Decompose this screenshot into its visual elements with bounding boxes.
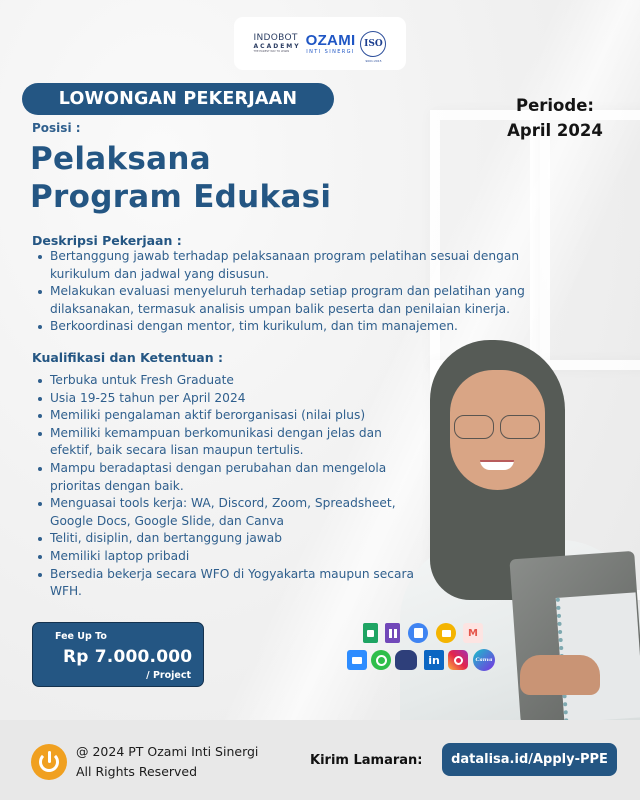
fee-unit: / Project xyxy=(146,670,191,681)
job-description-list xyxy=(36,248,576,336)
photo-smile xyxy=(480,460,514,470)
indobot-academy-logo: INDOBOT ACADEMY THE EASIEST WAY TO LEARN xyxy=(253,32,301,53)
google-slides-icon xyxy=(436,623,456,643)
linkedin-icon: in xyxy=(424,650,444,670)
google-docs-icon xyxy=(408,623,428,643)
list-item: Memiliki laptop pribadi xyxy=(36,548,426,566)
zoom-icon xyxy=(347,650,367,670)
job-title-line2: Program Edukasi xyxy=(30,179,332,215)
qualifications-heading: Kualifikasi dan Ketentuan : xyxy=(32,350,223,365)
ozami-logo: OZAMI INTI SINERGI xyxy=(305,31,356,55)
whatsapp-icon xyxy=(371,650,391,670)
copyright-line2: All Rights Reserved xyxy=(76,764,198,779)
list-item: Bertanggung jawab terhadap pelaksanaan program pelatihan sesuai dengan kurikulum dan jadwal yang disusun. xyxy=(36,248,576,283)
list-item: Menguasai tools kerja: WA, Discord, Zoom, Spreadsheet, Google Docs, Google Slide, dan Canva xyxy=(36,495,426,530)
qualifications-list xyxy=(36,372,426,601)
fee-box xyxy=(32,622,204,687)
list-item: Memiliki kemampuan berkomunikasi dengan jelas dan efektif, baik secara lisan maupun tertulis. xyxy=(36,425,426,460)
period-value: April 2024 xyxy=(507,121,603,140)
instagram-icon xyxy=(448,650,468,670)
discord-icon xyxy=(395,650,417,670)
job-title xyxy=(30,140,331,216)
list-item: Melakukan evaluasi menyeluruh terhadap setiap program dan pelatihan yang dilaksanakan, termasuk analisis umpan balik peserta dan penilaian kinerja. xyxy=(36,283,576,318)
google-forms-icon xyxy=(385,623,400,643)
copyright xyxy=(76,742,258,782)
list-item: Terbuka untuk Fresh Graduate xyxy=(36,372,426,390)
canva-icon: Canva xyxy=(473,649,495,671)
partner-logos xyxy=(234,17,406,70)
iso-certification-logo: ISO 9001:2015 xyxy=(360,31,386,57)
apply-label: Kirim Lamaran: xyxy=(310,753,423,768)
position-label: Posisi : xyxy=(32,121,81,135)
job-vacancy-tag: LOWONGAN PEKERJAAN xyxy=(22,83,334,115)
job-description-heading: Deskripsi Pekerjaan : xyxy=(32,233,182,248)
list-item: Mampu beradaptasi dengan perubahan dan mengelola prioritas dengan baik. xyxy=(36,460,426,495)
google-sheets-icon xyxy=(363,623,378,643)
period-label: Periode: xyxy=(515,96,594,115)
copyright-line1: @ 2024 PT Ozami Inti Sinergi xyxy=(76,744,259,759)
power-icon xyxy=(31,744,67,780)
photo-hand xyxy=(520,655,600,695)
job-title-line1: Pelaksana xyxy=(30,141,211,177)
fee-amount: Rp 7.000.000 xyxy=(63,647,193,667)
tool-icons xyxy=(340,620,500,680)
gmail-icon: M xyxy=(463,623,483,643)
list-item: Memiliki pengalaman aktif berorganisasi (nilai plus) xyxy=(36,407,426,425)
list-item: Bersedia bekerja secara WFO di Yogyakarta maupun secara WFH. xyxy=(36,566,426,601)
list-item: Usia 19-25 tahun per April 2024 xyxy=(36,390,426,408)
list-item: Teliti, disiplin, dan bertanggung jawab xyxy=(36,530,426,548)
apply-link-button[interactable]: datalisa.id/Apply-PPE xyxy=(442,743,617,776)
photo-glasses xyxy=(450,415,546,441)
period xyxy=(490,93,620,143)
list-item: Berkoordinasi dengan mentor, tim kurikulum, dan tim manajemen. xyxy=(36,318,576,336)
fee-label: Fee Up To xyxy=(55,631,107,642)
